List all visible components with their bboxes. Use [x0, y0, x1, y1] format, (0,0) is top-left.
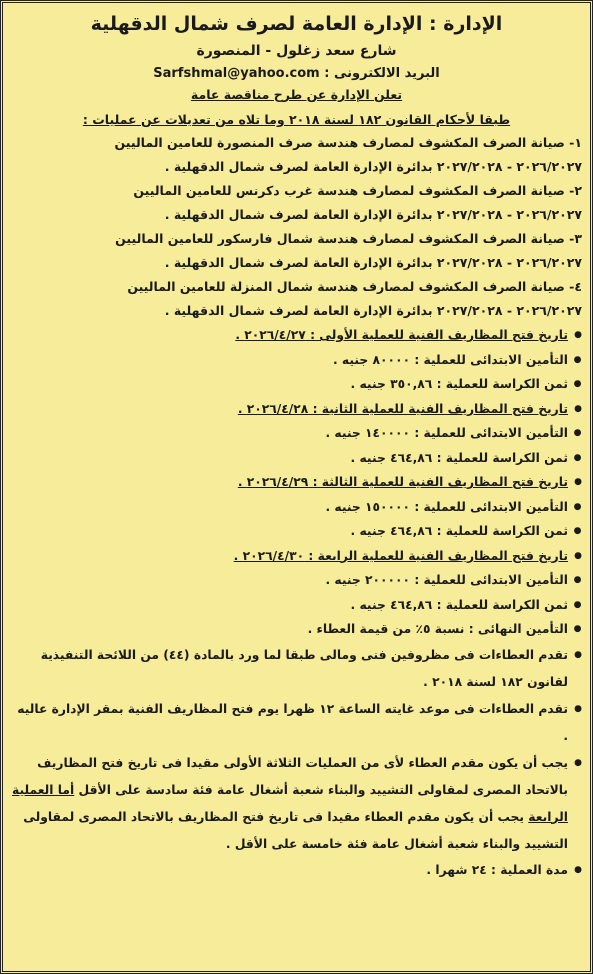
booklet-price-item: ● ثمن الكراسة للعملية : ٤٦٤,٨٦ جنيه .	[11, 593, 582, 618]
operation-item	[11, 227, 582, 275]
final-insurance-item: ● التأمين النهائى : نسبة ٥٪ من قيمة العطاء .	[11, 617, 582, 642]
initial-insurance-item: ● التأمين الابتدائى للعملية : ١٥٠٠٠٠ جنيه .	[11, 495, 582, 520]
opening-date-item: ● تاريخ فتح المظاريف الفنية للعملية الأولى : ٢٠٢٦/٤/٢٧ .	[11, 323, 582, 348]
operation-line-1: ٤- صيانة الصرف المكشوف لمصارف هندسة شمال المنزلة للعامين الماليين	[127, 279, 582, 294]
initial-insurance-item: ● التأمين الابتدائى للعملية : ٢٠٠٠٠٠ جنيه .	[11, 568, 582, 593]
operation-line-1: ١- صيانة الصرف المكشوف لمصارف هندسة صرف المنصورة للعامين الماليين	[114, 135, 582, 150]
operation-line-1: ٢- صيانة الصرف المكشوف لمصارف هندسة غرب دكرنس للعامين الماليين	[133, 183, 582, 198]
operation-item	[11, 179, 582, 227]
requirement-part-1: يجب أن يكون مقدم العطاء لأى من العمليات الثلاثة الأولى مقيدا فى تاريخ فتح المظاريف بالاتحاد المصرى لمقاولى التشييد والبناء شعبة أشغال عامة فئة سادسة على الأقل	[37, 755, 568, 797]
operation-item	[11, 275, 582, 323]
operation-line-2: ٢٠٢٦/٢٠٢٧ - ٢٠٢٧/٢٠٢٨ بدائرة الإدارة العامة لصرف شمال الدقهلية .	[164, 255, 582, 270]
operation-line-1: ٣- صيانة الصرف المكشوف لمصارف هندسة شمال فارسكور للعامين الماليين	[115, 231, 582, 246]
notice-body	[11, 9, 582, 882]
duration-item: ● مدة العملية : ٢٤ شهرا .	[11, 858, 582, 883]
opening-date-item: ● تاريخ فتح المظاريف الفنية للعملية الثالثة : ٢٠٢٦/٤/٢٩ .	[11, 470, 582, 495]
operation-line-2: ٢٠٢٦/٢٠٢٧ - ٢٠٢٧/٢٠٢٨ بدائرة الإدارة العامة لصرف شمال الدقهلية .	[164, 303, 582, 318]
notice-title: الإدارة : الإدارة العامة لصرف شمال الدقهلية	[90, 13, 503, 35]
booklet-price-item: ● ثمن الكراسة للعملية : ٣٥٠,٨٦ جنيه .	[11, 372, 582, 397]
operation-item	[11, 131, 582, 179]
email-address: Sarfshmal@yahoo.com	[153, 66, 320, 81]
initial-insurance-item: ● التأمين الابتدائى للعملية : ١٤٠٠٠٠ جنيه .	[11, 421, 582, 446]
deadline-rule-item: ● تقدم العطاءات فى موعد غايته الساعة ١٢ ظهرا يوم فتح المظاريف الفنية بمقر الإدارة عاليه .	[11, 696, 582, 750]
operation-line-2: ٢٠٢٦/٢٠٢٧ - ٢٠٢٧/٢٠٢٨ بدائرة الإدارة العامة لصرف شمال الدقهلية .	[164, 207, 582, 222]
email-label: البريد الالكترونى :	[324, 66, 440, 81]
notice-email-line	[11, 63, 582, 85]
opening-date-item: ● تاريخ فتح المظاريف الفنية للعملية الثانية : ٢٠٢٦/٤/٢٨ .	[11, 397, 582, 422]
details-list	[11, 323, 582, 882]
requirement-part-3: يجب أن يكون مقدم العطاء مقيدا فى تاريخ فتح المظاريف بالاتحاد المصرى لمقاولى التشييد والبناء شعبة أشغال عامة فئة خامسة على الأقل .	[23, 809, 568, 851]
initial-insurance-item: ● التأمين الابتدائى للعملية : ٨٠٠٠٠ جنيه .	[11, 348, 582, 373]
submission-rule-item: ● تقدم العطاءات فى مظروفين فنى ومالى طبقا لما ورد بالمادة (٤٤) من اللائحة التنفيذية لقانون ١٨٢ لسنة ٢٠١٨ .	[11, 642, 582, 696]
operation-line-2: ٢٠٢٦/٢٠٢٧ - ٢٠٢٧/٢٠٢٨ بدائرة الإدارة العامة لصرف شمال الدقهلية .	[164, 159, 582, 174]
contractor-requirement-item	[11, 750, 582, 858]
intro-line: طبقا لأحكام القانون ١٨٢ لسنة ٢٠١٨ وما تلاه من تعديلات عن عمليات :	[82, 112, 511, 127]
opening-date-item: ● تاريخ فتح المظاريف الفنية للعملية الرابعة : ٢٠٢٦/٤/٣٠ .	[11, 544, 582, 569]
requirement-part-2: أما العملية الرابعة	[12, 782, 568, 824]
tender-announcement: تعلن الإدارة عن طرح مناقصة عامة	[190, 87, 403, 102]
booklet-price-item: ● ثمن الكراسة للعملية : ٤٦٤,٨٦ جنيه .	[11, 446, 582, 471]
notice-address: شارع سعد زغلول - المنصورة	[196, 43, 397, 59]
booklet-price-item: ● ثمن الكراسة للعملية : ٤٦٤,٨٦ جنيه .	[11, 519, 582, 544]
